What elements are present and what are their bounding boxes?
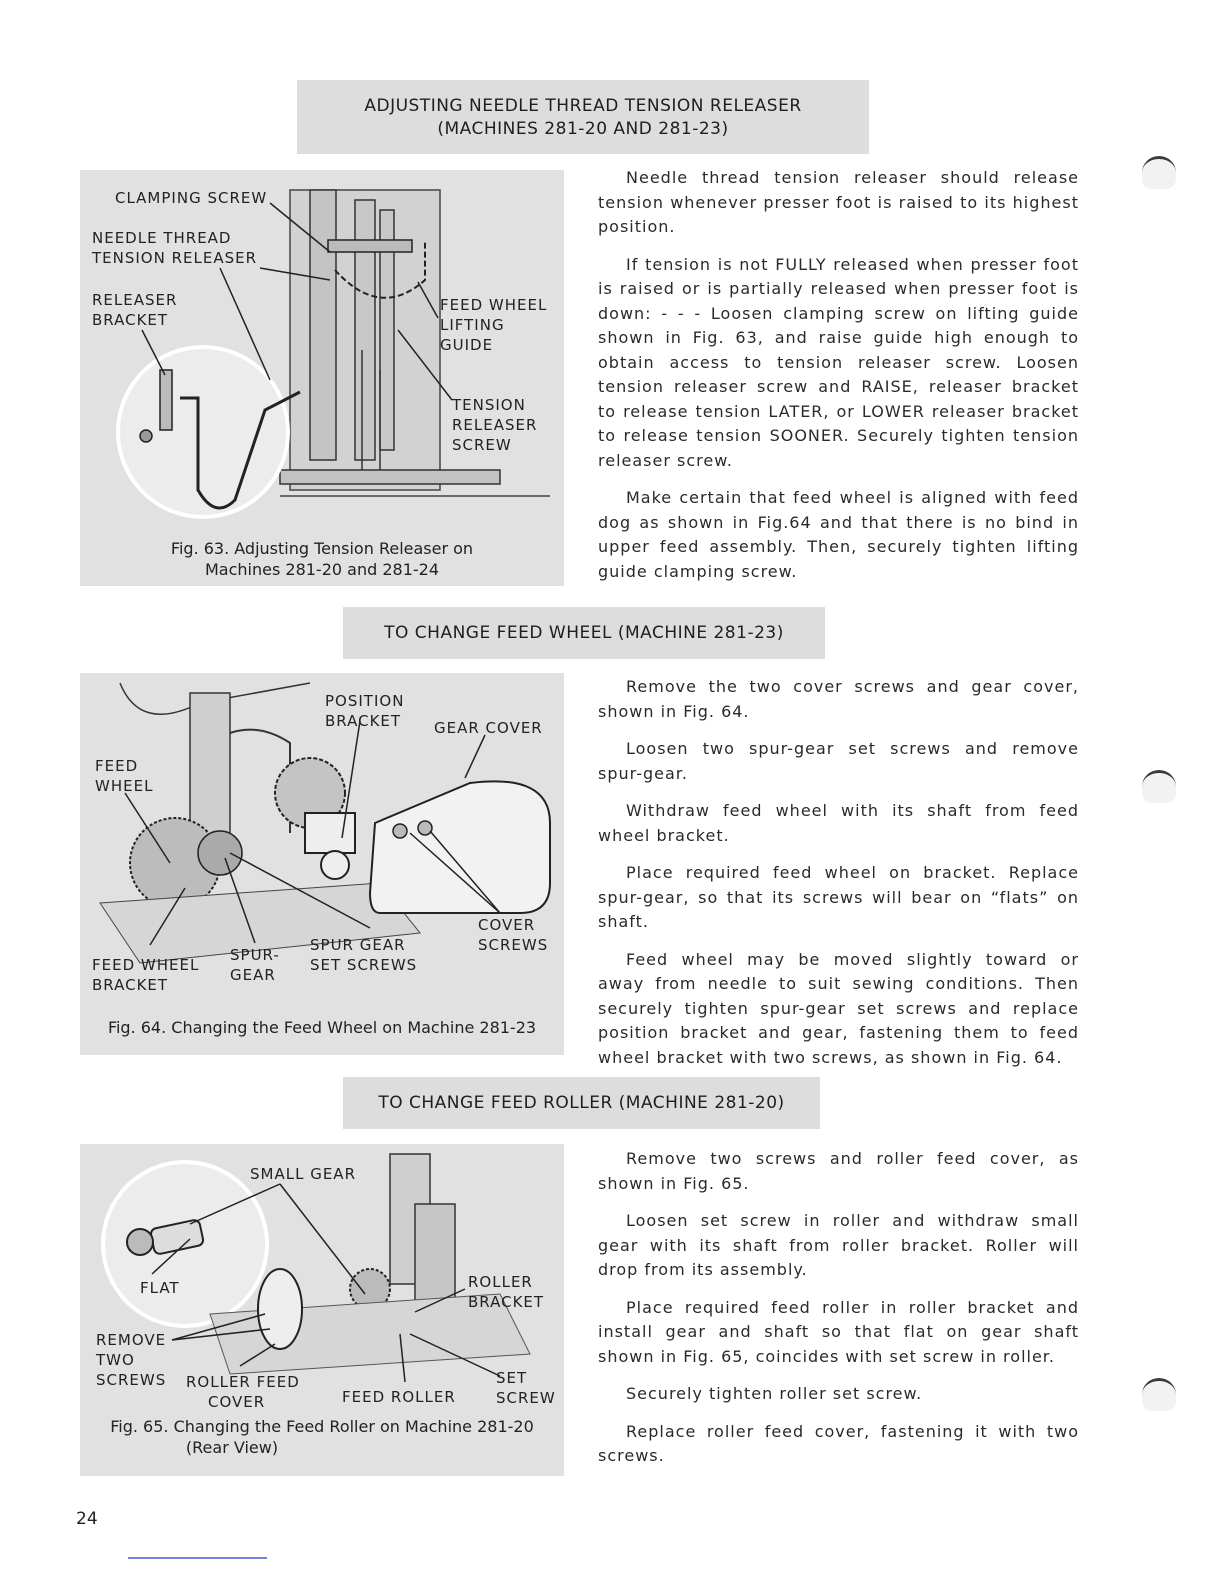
section-title: TO CHANGE FEED WHEEL (MACHINE 281-23) bbox=[384, 623, 784, 643]
label-gear-cover: GEAR COVER bbox=[434, 719, 543, 737]
label-feed-wheel: FEED WHEEL bbox=[440, 296, 548, 314]
label-bracket: BRACKET bbox=[92, 311, 169, 329]
paragraph: Needle thread tension releaser should release tension whenever presser foot is raised to its highest position. bbox=[598, 168, 1079, 236]
paragraph: Securely tighten roller set screw. bbox=[626, 1384, 923, 1403]
figure-65-caption bbox=[80, 1416, 564, 1458]
figure-65 bbox=[80, 1144, 564, 1476]
label-wheel: WHEEL bbox=[95, 777, 154, 795]
binder-hole bbox=[1142, 156, 1176, 189]
section-title-feed-roller bbox=[343, 1077, 820, 1129]
figure-63 bbox=[80, 170, 564, 586]
paragraph: Place required feed wheel on bracket. Replace spur-gear, so that its screws will bear on “flats” on shaft. bbox=[598, 863, 1079, 931]
paragraph: Feed wheel may be moved slightly toward or away from needle to suit sewing conditions. Then securely tighten spur-gear set screws and replace position bracket and gear, fastening them to feed wheel bracket with two screws, as shown in Fig. 64. bbox=[598, 949, 1079, 1067]
label-tension-releaser: TENSION RELEASER bbox=[92, 249, 258, 267]
section-2-text bbox=[598, 675, 1079, 1083]
label-gear: GEAR bbox=[230, 966, 276, 984]
figure-64 bbox=[80, 673, 564, 1055]
label-tension: TENSION bbox=[452, 396, 526, 414]
label-feed-wheel: FEED WHEEL bbox=[92, 956, 200, 974]
label-spur: SPUR- bbox=[230, 946, 280, 964]
paragraph: Withdraw feed wheel with its shaft from feed wheel bracket. bbox=[598, 801, 1079, 845]
label-guide: GUIDE bbox=[440, 336, 494, 354]
label-screw: SCREW bbox=[496, 1389, 556, 1407]
label-screws: SCREWS bbox=[478, 936, 549, 954]
label-feed: FEED bbox=[95, 757, 139, 775]
section-1-text bbox=[598, 166, 1079, 597]
label-set: SET bbox=[496, 1369, 528, 1387]
label-clamping-screw: CLAMPING SCREW bbox=[115, 189, 268, 207]
label-set-screws: SET SCREWS bbox=[310, 956, 418, 974]
caption-line-1: Fig. 65. Changing the Feed Roller on Machine 281-20 bbox=[110, 1417, 534, 1436]
paragraph: If tension is not FULLY released when presser foot is raised or is partially released when presser foot is down: - - - Loosen clamping screw on lifting guide shown in Fig. 63, and raise guide high enough to obtain access to tension releaser screw. Loosen tension releaser screw and RAISE, releaser bracket to release tension LATER, or LOWER releaser bracket to release tension SOONER. Securely tighten tension releaser screw. bbox=[598, 254, 1079, 470]
label-remove: REMOVE bbox=[96, 1331, 167, 1349]
label-releaser: RELEASER bbox=[92, 291, 178, 309]
caption-line-1: Fig. 63. Adjusting Tension Releaser on bbox=[170, 539, 474, 558]
paragraph: Replace roller feed cover, fastening it with two screws. bbox=[598, 1421, 1079, 1465]
paragraph: Loosen set screw in roller and withdraw small gear with its shaft from roller bracket. Roller will drop from its assembly. bbox=[598, 1211, 1079, 1279]
label-roller-feed: ROLLER FEED bbox=[186, 1373, 300, 1391]
caption-line-2: Machines 281-20 and 281-24 bbox=[204, 560, 439, 579]
section-title-line-2: (MACHINES 281-20 AND 281-23) bbox=[437, 119, 729, 139]
paragraph: Place required feed roller in roller bracket and install gear and shaft so that flat on gear shaft shown in Fig. 65, coincides with set screw in roller. bbox=[598, 1297, 1079, 1366]
label-bracket: BRACKET bbox=[468, 1293, 545, 1311]
label-feed-roller: FEED ROLLER bbox=[342, 1388, 456, 1406]
label-flat: FLAT bbox=[140, 1279, 180, 1297]
label-spur-gear: SPUR GEAR bbox=[310, 936, 406, 954]
figure-64-caption: Fig. 64. Changing the Feed Wheel on Machine 281-23 bbox=[107, 1018, 537, 1037]
footer-rule bbox=[128, 1557, 267, 1559]
paragraph: Loosen two spur-gear set screws and remove spur-gear. bbox=[598, 739, 1079, 783]
caption-line-2: (Rear View) bbox=[185, 1438, 279, 1457]
section-title: TO CHANGE FEED ROLLER (MACHINE 281-20) bbox=[378, 1093, 785, 1113]
label-lifting: LIFTING bbox=[440, 316, 505, 334]
section-3-text bbox=[598, 1147, 1079, 1482]
binder-hole bbox=[1142, 1378, 1176, 1411]
section-title-tension-releaser bbox=[297, 80, 869, 154]
section-title-feed-wheel bbox=[343, 607, 825, 659]
section-title-line-1: ADJUSTING NEEDLE THREAD TENSION RELEASER bbox=[364, 96, 802, 116]
label-bracket: BRACKET bbox=[325, 712, 402, 730]
label-screws: SCREWS bbox=[96, 1371, 167, 1389]
paragraph: Remove the two cover screws and gear cover, shown in Fig. 64. bbox=[598, 677, 1079, 721]
label-cover: COVER bbox=[478, 916, 536, 934]
label-bracket-2: BRACKET bbox=[92, 976, 169, 994]
label-releaser-2: RELEASER bbox=[452, 416, 538, 434]
paragraph: Make certain that feed wheel is aligned with feed dog as shown in Fig.64 and that there is no bind in upper feed assembly. Then, securely tighten lifting guide clamping screw. bbox=[598, 488, 1079, 581]
label-cover: COVER bbox=[208, 1393, 266, 1411]
label-needle-thread: NEEDLE THREAD bbox=[92, 229, 232, 247]
label-roller: ROLLER bbox=[468, 1273, 533, 1291]
label-position: POSITION bbox=[325, 692, 405, 710]
label-screw: SCREW bbox=[452, 436, 512, 454]
label-two: TWO bbox=[96, 1351, 135, 1369]
page-number: 24 bbox=[76, 1509, 98, 1529]
label-small-gear: SMALL GEAR bbox=[250, 1165, 356, 1183]
binder-hole bbox=[1142, 770, 1176, 803]
paragraph: Remove two screws and roller feed cover, as shown in Fig. 65. bbox=[598, 1149, 1079, 1193]
figure-63-caption bbox=[80, 538, 564, 580]
